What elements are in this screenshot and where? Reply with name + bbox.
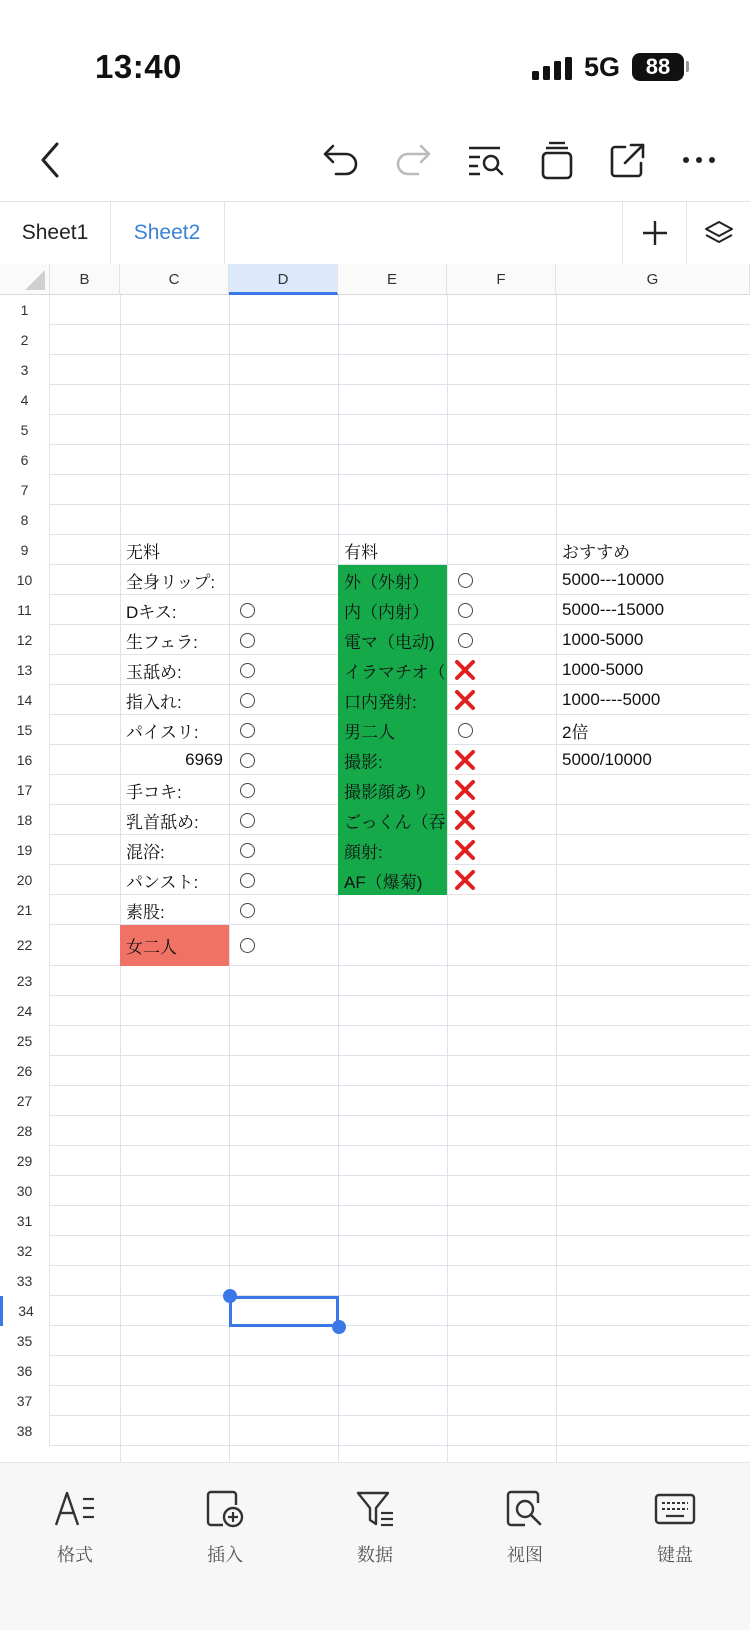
cell-E10[interactable]: 外（外射）: [338, 565, 447, 595]
format-button[interactable]: [20, 1483, 130, 1567]
row-header-9[interactable]: 9: [0, 535, 50, 565]
row-header-16[interactable]: 16: [0, 745, 50, 775]
tab-sheet2[interactable]: Sheet2: [110, 202, 225, 264]
bottom-toolbar: [0, 1462, 750, 1630]
row-header-6[interactable]: 6: [0, 445, 50, 475]
circle-mark-F12: [453, 625, 477, 655]
keyboard-label: 键盘: [657, 1545, 693, 1565]
circle-mark-D11: [235, 595, 259, 625]
insert-icon: [170, 1483, 280, 1535]
cell-E11[interactable]: 内（内射）: [338, 595, 447, 625]
battery-icon: 88: [632, 53, 684, 81]
grid-hline: [50, 1355, 750, 1356]
circle-mark-D20: [235, 865, 259, 895]
column-header-E[interactable]: E: [338, 264, 447, 295]
add-sheet-icon[interactable]: [622, 202, 687, 264]
grid-vline: [447, 295, 448, 1462]
cross-icon: [454, 779, 476, 801]
undo-icon[interactable]: [318, 138, 362, 182]
grid-hline: [50, 414, 750, 415]
circle-icon: [240, 693, 255, 708]
row-header-18[interactable]: 18: [0, 805, 50, 835]
grid-hline: [50, 1145, 750, 1146]
share-icon[interactable]: [606, 138, 650, 182]
insert-button[interactable]: [170, 1483, 280, 1567]
network-label: 5G: [584, 52, 621, 82]
column-header-G[interactable]: G: [556, 264, 750, 295]
circle-mark-F11: [453, 595, 477, 625]
row-header-38[interactable]: 38: [0, 1416, 50, 1446]
more-icon[interactable]: [677, 138, 721, 182]
grid-hline: [50, 474, 750, 475]
paste-icon[interactable]: [535, 138, 579, 182]
grid-hline: [50, 324, 750, 325]
view-button[interactable]: [470, 1483, 580, 1567]
cell-C19[interactable]: 混浴:: [126, 842, 165, 862]
cell-C9[interactable]: 无料: [126, 542, 160, 562]
row-header-23[interactable]: 23: [0, 966, 50, 996]
cell-G11[interactable]: 5000---15000: [562, 600, 665, 619]
row-header-8[interactable]: 8: [0, 505, 50, 535]
grid-hline: [50, 1175, 750, 1176]
circle-mark-D17: [235, 775, 259, 805]
format-label: 格式: [57, 1545, 93, 1565]
row-header-26[interactable]: 26: [0, 1056, 50, 1086]
circle-icon: [240, 753, 255, 768]
signal-icon: [532, 57, 572, 80]
grid-vline: [229, 295, 230, 1462]
row-header-13[interactable]: 13: [0, 655, 50, 685]
cell-C13[interactable]: 玉舐め:: [126, 662, 182, 682]
circle-mark-D21: [235, 895, 259, 925]
cross-mark-F17: [453, 775, 477, 805]
grid-vline: [556, 295, 557, 1462]
circle-icon: [240, 783, 255, 798]
circle-icon: [240, 813, 255, 828]
grid-hline: [50, 1325, 750, 1326]
grid-hline: [50, 1445, 750, 1446]
cell-G16[interactable]: 5000/10000: [562, 750, 652, 769]
cell-C15[interactable]: パイスリ:: [126, 722, 199, 742]
cross-icon: [454, 809, 476, 831]
circle-mark-F15: [453, 715, 477, 745]
cell-E12[interactable]: 電マ（电动): [338, 625, 447, 655]
cell-C17[interactable]: 手コキ:: [126, 782, 182, 802]
circle-icon: [240, 843, 255, 858]
cell-E18[interactable]: ごっくん（吞: [338, 805, 447, 835]
row-header-4[interactable]: 4: [0, 385, 50, 415]
grid-hline: [50, 1235, 750, 1236]
row-header-20[interactable]: 20: [0, 865, 50, 895]
grid-hline: [50, 1415, 750, 1416]
row-header-21[interactable]: 21: [0, 895, 50, 925]
cross-mark-F16: [453, 745, 477, 775]
cell-C10[interactable]: 全身リップ:: [126, 572, 216, 592]
keyboard-icon: [620, 1483, 730, 1535]
circle-mark-D19: [235, 835, 259, 865]
circle-icon: [240, 873, 255, 888]
cell-E17[interactable]: 撮影顔あり: [338, 775, 447, 805]
view-label: 视图: [507, 1545, 543, 1565]
cell-C21[interactable]: 素股:: [126, 902, 165, 922]
grid-hline: [50, 354, 750, 355]
circle-icon: [240, 903, 255, 918]
circle-mark-D22: [235, 925, 259, 966]
circle-icon: [240, 633, 255, 648]
cross-icon: [454, 869, 476, 891]
circle-icon: [458, 633, 473, 648]
cell-C22[interactable]: 女二人: [120, 925, 229, 966]
row-header-10[interactable]: 10: [0, 565, 50, 595]
row-header-5[interactable]: 5: [0, 415, 50, 445]
row-header-22[interactable]: 22: [0, 925, 50, 966]
row-header-29[interactable]: 29: [0, 1146, 50, 1176]
cell-E16[interactable]: 撮影:: [338, 745, 447, 775]
find-icon[interactable]: [464, 138, 508, 182]
column-header-D[interactable]: D: [229, 264, 338, 295]
cross-mark-F14: [453, 685, 477, 715]
cell-G10[interactable]: 5000---10000: [562, 570, 665, 589]
row-header-33[interactable]: 33: [0, 1266, 50, 1296]
insert-label: 插入: [207, 1545, 243, 1565]
back-icon[interactable]: [28, 138, 72, 182]
circle-mark-D16: [235, 745, 259, 775]
circle-mark-D18: [235, 805, 259, 835]
cell-C16[interactable]: 6969: [185, 750, 223, 769]
grid-hline: [50, 444, 750, 445]
row-header-32[interactable]: 32: [0, 1236, 50, 1266]
data-filter-icon: [320, 1483, 430, 1535]
format-icon: [20, 1483, 130, 1535]
circle-icon: [458, 723, 473, 738]
grid-hline: [50, 504, 750, 505]
cell-G14[interactable]: 1000----5000: [562, 690, 661, 709]
row-header-12[interactable]: 12: [0, 625, 50, 655]
circle-icon: [458, 573, 473, 588]
circle-icon: [240, 663, 255, 678]
row-header-37[interactable]: 37: [0, 1386, 50, 1416]
cross-icon: [454, 749, 476, 771]
cell-C14[interactable]: 指入れ:: [126, 692, 182, 712]
status-time: 13:40: [95, 48, 182, 85]
cell-C20[interactable]: パンスト:: [126, 872, 199, 892]
cell-E13[interactable]: イラマチオ（: [338, 655, 447, 685]
data-label: 数据: [357, 1545, 393, 1565]
row-header-19[interactable]: 19: [0, 835, 50, 865]
redo-icon[interactable]: [392, 138, 436, 182]
selection-box[interactable]: [229, 1296, 339, 1327]
column-header-F[interactable]: F: [447, 264, 556, 295]
cell-C18[interactable]: 乳首舐め:: [126, 812, 199, 832]
cell-E20[interactable]: AF（爆菊): [338, 865, 447, 895]
grid-hline: [50, 384, 750, 385]
cross-mark-F13: [453, 655, 477, 685]
row-header-25[interactable]: 25: [0, 1026, 50, 1056]
row-header-3[interactable]: 3: [0, 355, 50, 385]
selection-handle-end[interactable]: [332, 1320, 346, 1334]
cell-E15[interactable]: 男二人: [338, 715, 447, 745]
selection-handle-start[interactable]: [223, 1289, 237, 1303]
row-header-7[interactable]: 7: [0, 475, 50, 505]
cross-icon: [454, 659, 476, 681]
column-header-C[interactable]: C: [120, 264, 229, 295]
circle-mark-D15: [235, 715, 259, 745]
row-header-2[interactable]: 2: [0, 325, 50, 355]
cell-E14[interactable]: 口内発射:: [338, 685, 447, 715]
grid-hline: [50, 1115, 750, 1116]
sheet-tabs: [0, 201, 750, 265]
grid-hline: [50, 1295, 750, 1296]
column-header-B[interactable]: B: [50, 264, 120, 295]
row-header-17[interactable]: 17: [0, 775, 50, 805]
data-button[interactable]: [320, 1483, 430, 1567]
circle-mark-D13: [235, 655, 259, 685]
circle-mark-D12: [235, 625, 259, 655]
circle-mark-D14: [235, 685, 259, 715]
battery-tip: [686, 61, 689, 72]
grid-hline: [50, 1055, 750, 1056]
row-header-27[interactable]: 27: [0, 1086, 50, 1116]
cross-icon: [454, 839, 476, 861]
cell-E19[interactable]: 顔射:: [338, 835, 447, 865]
select-all-corner[interactable]: [0, 264, 50, 295]
status-bar: [0, 0, 750, 120]
row-header-28[interactable]: 28: [0, 1116, 50, 1146]
row-header-36[interactable]: 36: [0, 1356, 50, 1386]
cell-C12[interactable]: 生フェラ:: [126, 632, 198, 652]
cell-G13[interactable]: 1000-5000: [562, 660, 644, 679]
cross-mark-F19: [453, 835, 477, 865]
cell-C11[interactable]: Dキス:: [126, 602, 177, 622]
cross-mark-F20: [453, 865, 477, 895]
circle-icon: [240, 938, 255, 953]
grid-hline: [50, 1205, 750, 1206]
row-header-15[interactable]: 15: [0, 715, 50, 745]
circle-icon: [458, 603, 473, 618]
layers-icon[interactable]: [686, 202, 750, 264]
tab-sheet1[interactable]: Sheet1: [0, 202, 111, 264]
circle-icon: [240, 723, 255, 738]
spreadsheet-grid[interactable]: [0, 264, 750, 1462]
cell-G9[interactable]: おすすめ: [562, 542, 631, 562]
cell-G12[interactable]: 1000-5000: [562, 630, 644, 649]
grid-hline: [50, 1265, 750, 1266]
grid-hline: [50, 1385, 750, 1386]
keyboard-button[interactable]: [620, 1483, 730, 1567]
row-header-14[interactable]: 14: [0, 685, 50, 715]
circle-mark-F10: [453, 565, 477, 595]
row-header-34[interactable]: 34: [0, 1296, 50, 1326]
row-header-30[interactable]: 30: [0, 1176, 50, 1206]
circle-icon: [240, 603, 255, 618]
view-icon: [470, 1483, 580, 1535]
cell-E9[interactable]: 有料: [344, 542, 378, 562]
row-header-31[interactable]: 31: [0, 1206, 50, 1236]
toolbar: [0, 120, 750, 200]
cell-G15[interactable]: 2倍: [562, 722, 589, 742]
grid-hline: [50, 1025, 750, 1026]
cross-mark-F18: [453, 805, 477, 835]
grid-hline: [50, 1085, 750, 1086]
row-header-1[interactable]: 1: [0, 295, 50, 325]
row-header-24[interactable]: 24: [0, 996, 50, 1026]
grid-hline: [50, 995, 750, 996]
row-header-35[interactable]: 35: [0, 1326, 50, 1356]
row-header-11[interactable]: 11: [0, 595, 50, 625]
cross-icon: [454, 689, 476, 711]
